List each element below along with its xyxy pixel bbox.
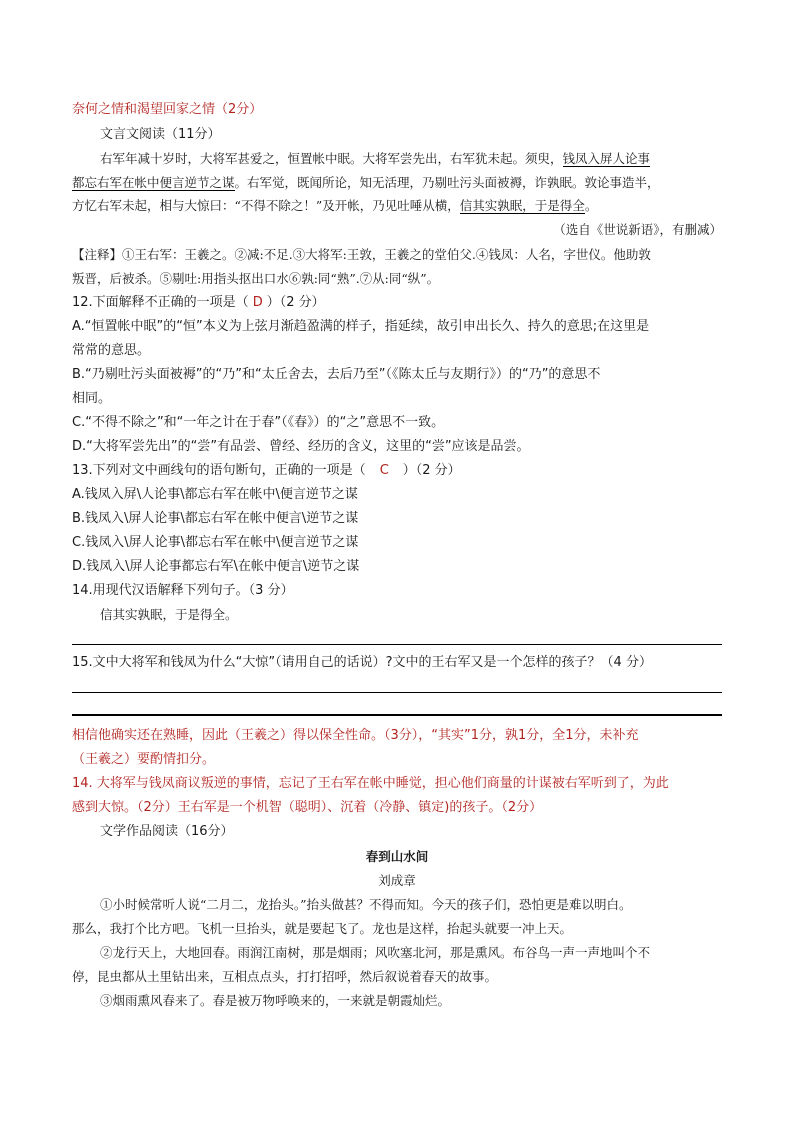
answer-text: 相信他确实还在熟睡，因此（王羲之）得以保全性命。（3分），“其实”1分，孰1分，全1分，未补充 <box>72 728 639 743</box>
section-heading-literary: 文学作品阅读（16分） <box>100 824 234 839</box>
option-c: C.“不得不除之”和“一年之计在于春”（《春》）的“之”意思不一致。 <box>72 415 445 430</box>
answer-mark: D <box>252 295 263 310</box>
answer-text: （王羲之）要酌情扣分。 <box>72 752 216 767</box>
passage-text: 方忆右军未起，相与大惊曰：“不得不除之！”及开帐，乃见吐唾从横， <box>72 198 460 213</box>
essay-paragraph: ②龙行天上，大地回春。雨润江南树，那是烟雨；风吹塞北河，那是熏风。布谷鸟一声一声地叫个不 <box>100 945 651 960</box>
question-14-sentence: 信其实孰眠，于是得全。 <box>100 607 238 622</box>
notes-line: 【注释】①王右军：王羲之。②减:不足.③大将军:王敦，王羲之的堂伯父.④钱凤：人名，字世仪。他助敦 <box>72 247 651 262</box>
answer-line <box>72 714 722 716</box>
passage-line: 方忆右军未起，相与大惊曰：“不得不除之！”及开帐，乃见吐唾从横，信其实孰眠，于是得全。 <box>72 198 598 213</box>
underlined-sentence: 钱凤入屏人论事 <box>562 151 651 166</box>
passage-line <box>100 150 650 168</box>
option-d: D.钱凤入\屏人论事都忘右军\在帐中便言\逆节之谋 <box>72 559 360 574</box>
section-heading-classical: 文言文阅读（11分） <box>100 127 221 142</box>
option-b-cont: 相同。 <box>72 391 112 406</box>
option-a: A.“恒置帐中眠”的“恒”本义为上弦月渐趋盈满的样子，指延续，故引申出长久、持久的意思;在这里是 <box>72 319 650 334</box>
option-b: B.“乃剔吐污头面被褥”的“乃”和“太丘舍去，去后乃至”（《陈太丘与友期行》）的“乃”的意思不 <box>72 367 601 382</box>
passage-line <box>72 174 660 192</box>
option-b: B.钱凤入\屏人论事\都忘右军在帐中便言\逆节之谋 <box>72 511 359 526</box>
passage-text: 。右军觉，既闻所论，知无活理，乃剔吐污头面被褥，诈孰眠。敦论事造半， <box>234 175 660 190</box>
answer-line <box>72 644 722 645</box>
question-14-stem: 14.用现代汉语解释下列句子。（3 分） <box>72 583 294 598</box>
underlined-sentence: 信其实孰眠，于是得全 <box>459 198 585 213</box>
answer-text: 14. 大将军与钱凤商议叛逆的事情，忘记了王右军在帐中睡觉，担心他们商量的计谋被右军听到了，为此 <box>72 776 669 791</box>
essay-paragraph: 停，昆虫都从土里钻出来，互相点点头，打打招呼，然后叙说着春天的故事。 <box>72 969 498 984</box>
passage-text: 右军年减十岁时，大将军甚爱之，恒置帐中眠。大将军尝先出，右军犹未起。须臾， <box>100 151 563 166</box>
option-d: D.“大将军尝先出”的“尝”有品尝、曾经、经历的含义，这里的“尝”应该是品尝。 <box>72 439 530 454</box>
option-c: C.钱凤入\屏人论事\都忘右军在帐中\便言逆节之谋 <box>72 535 359 550</box>
notes-line: 叛晋，后被杀。⑤剔吐:用指头抠出口水⑥孰:同“熟”.⑦从:同“纵”。 <box>72 271 440 286</box>
previous-answer: 奈何之情和渴望回家之情（2分） <box>72 102 263 117</box>
question-15-stem: 15.文中大将军和钱凤为什么“大惊”（请用自己的话说）?文中的王右军又是一个怎样的孩子？（4 分） <box>72 655 652 670</box>
question-13-stem: 13.下列对文中画线句的语句断句，正确的一项是（ C ）（2 分） <box>72 463 461 478</box>
question-12-stem: 12.下面解释不正确的一项是（ D ）（2 分） <box>72 295 325 310</box>
answer-mark: C <box>379 463 389 478</box>
essay-author: 刘成章 <box>378 873 416 888</box>
essay-title: 春到山水间 <box>365 849 429 864</box>
essay-paragraph: ③烟雨熏风春来了。春是被万物呼唤来的，一来就是朝霞灿烂。 <box>100 993 451 1008</box>
answer-line <box>72 692 722 693</box>
option-a-cont: 常常的意思。 <box>72 343 151 358</box>
essay-paragraph: 那么，我打个比方吧。飞机一旦抬头，就是要起飞了。龙也是这样，抬起头就要一冲上天。 <box>72 921 573 936</box>
answer-text: 感到大惊。（2分）王右军是一个机智（聪明）、沉着（冷静、镇定)的孩子。（2分） <box>72 800 543 815</box>
option-a: A.钱凤入屏\人论事\都忘右军在帐中\便言逆节之谋 <box>72 487 358 502</box>
essay-paragraph: ①小时候常听人说“二月二，龙抬头。”抬头做甚？不得而知。今天的孩子们，恐怕更是难以明白。 <box>100 897 632 912</box>
underlined-sentence: 都忘右军在帐中便言逆节之谋 <box>72 175 235 190</box>
passage-source: （选自《世说新语》，有删减） <box>553 222 722 237</box>
